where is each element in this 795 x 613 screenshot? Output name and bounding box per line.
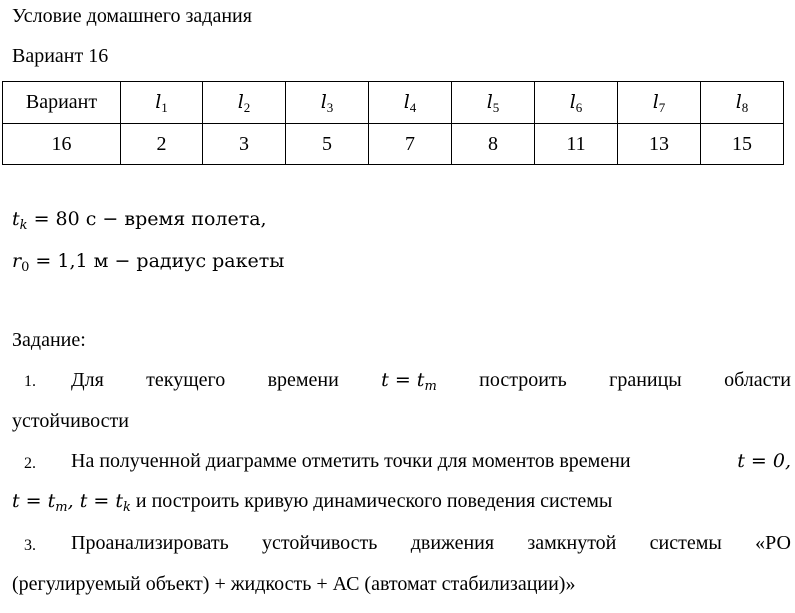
item-2-line-2: $t = t_m$, $t = t_k$ и построить кривую динамического поведения системы <box>12 490 613 515</box>
item-1-number: 1. <box>24 373 36 390</box>
param-flight-time: $t_k = 80$ с − время полета, <box>12 208 267 233</box>
header-l3: $l_3$ <box>286 82 369 124</box>
table-row <box>3 124 784 165</box>
header-l1: $l_1$ <box>121 82 203 124</box>
task-label: Задание: <box>12 329 86 351</box>
header-l2: $l_2$ <box>203 82 286 124</box>
cell-variant: 16 <box>3 124 121 165</box>
cell-l4: 7 <box>369 124 452 165</box>
cell-l7: 13 <box>618 124 701 165</box>
document-heading: Условие домашнего задания <box>12 5 252 27</box>
cell-l3: 5 <box>286 124 369 165</box>
header-variant: Вариант <box>3 82 121 124</box>
cell-l6: 11 <box>535 124 618 165</box>
variant-line: Вариант 16 <box>12 45 109 67</box>
header-l4: $l_4$ <box>369 82 452 124</box>
item-3-line-1: Проанализировать устойчивость движения замкнутой системы «РО <box>71 532 791 554</box>
table-header-row <box>3 82 784 124</box>
item-2-number: 2. <box>24 455 36 472</box>
cell-l1: 2 <box>121 124 203 165</box>
variant-table <box>2 81 784 165</box>
header-l6: $l_6$ <box>535 82 618 124</box>
item-1-line-1: Для текущего времени $t = t_m$ построить границы области <box>71 369 791 394</box>
item-1-line-2: устойчивости <box>12 410 129 432</box>
item-3-number: 3. <box>24 537 36 554</box>
header-l5: $l_5$ <box>452 82 535 124</box>
item-2-line-1: На полученной диаграмме отметить точки для моментов времени t = 0, <box>71 450 791 472</box>
param-rocket-radius: $r_0 = 1,1$ м − радиус ракеты <box>12 250 285 275</box>
header-l7: $l_7$ <box>618 82 701 124</box>
header-l8: $l_8$ <box>701 82 784 124</box>
cell-l8: 15 <box>701 124 784 165</box>
cell-l2: 3 <box>203 124 286 165</box>
item-3-line-2: (регулируемый объект) + жидкость + АС (автомат стабилизации)» <box>12 573 576 595</box>
cell-l5: 8 <box>452 124 535 165</box>
